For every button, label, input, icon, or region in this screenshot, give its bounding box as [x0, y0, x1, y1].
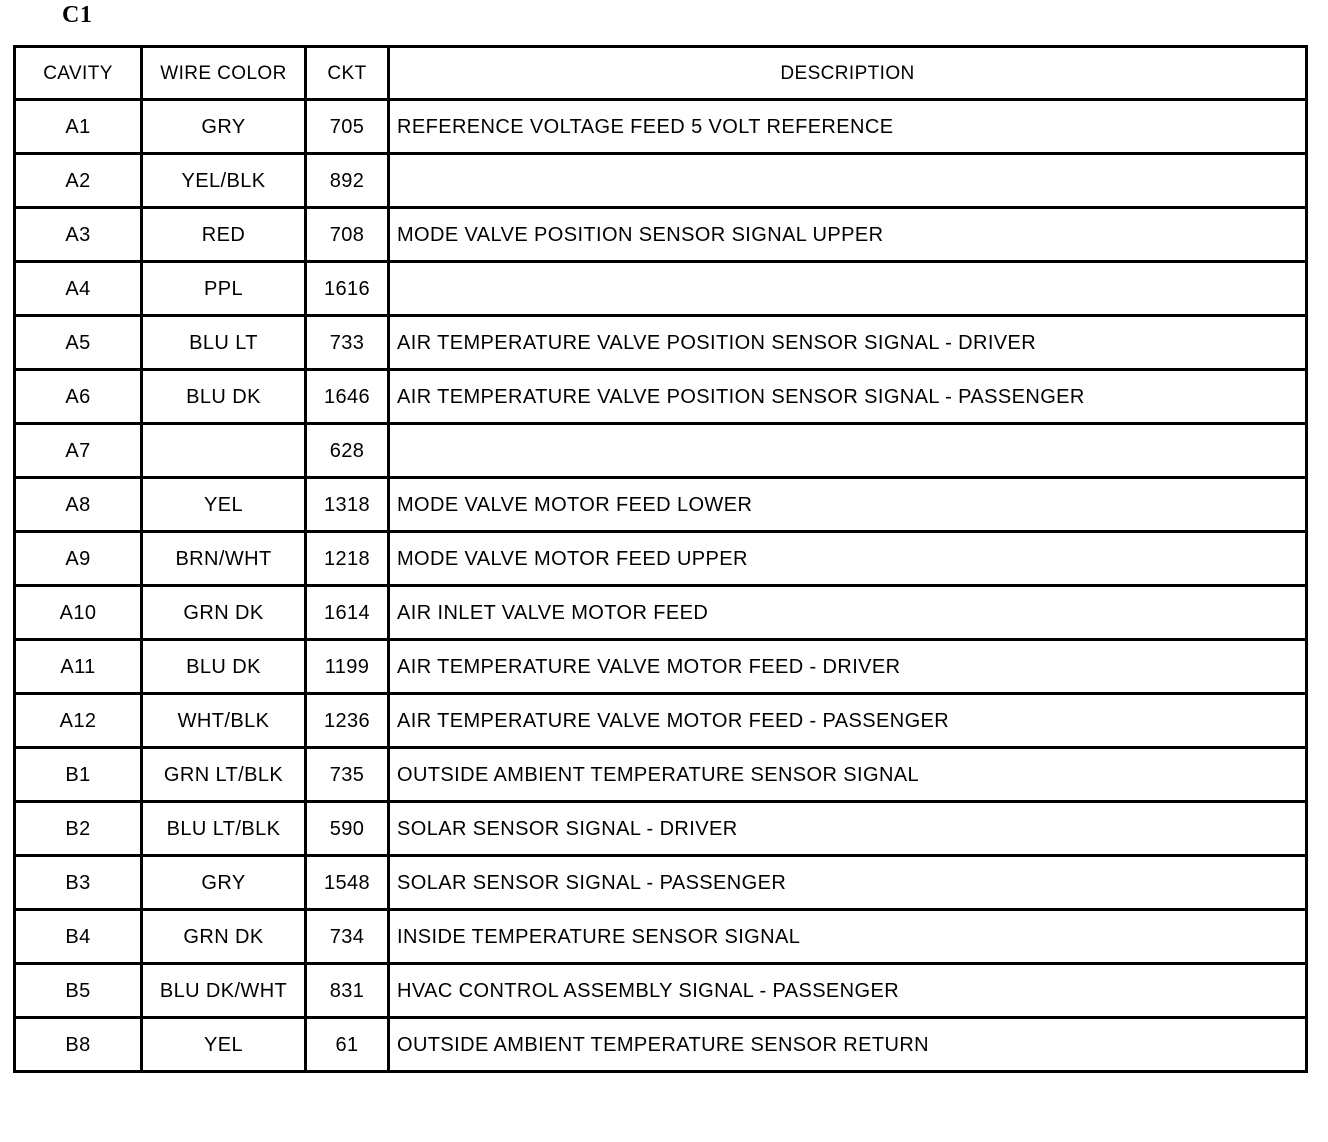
- ckt-cell: 1614: [306, 586, 389, 640]
- table-row: [15, 370, 1307, 424]
- cavity-cell: B1: [15, 748, 142, 802]
- cavity-cell: B2: [15, 802, 142, 856]
- table-row: [15, 802, 1307, 856]
- cavity-cell: A7: [15, 424, 142, 478]
- table-row: [15, 640, 1307, 694]
- header-ckt: CKT: [306, 47, 389, 100]
- description-cell: HVAC CONTROL ASSEMBLY SIGNAL - PASSENGER: [389, 964, 1307, 1018]
- description-cell: AIR TEMPERATURE VALVE POSITION SENSOR SIGNAL - PASSENGER: [389, 370, 1307, 424]
- cavity-cell: B8: [15, 1018, 142, 1072]
- wire-color-cell: GRY: [142, 856, 306, 910]
- table-row: [15, 100, 1307, 154]
- description-cell: MODE VALVE MOTOR FEED UPPER: [389, 532, 1307, 586]
- ckt-cell: 705: [306, 100, 389, 154]
- table-row: [15, 748, 1307, 802]
- wire-color-cell: YEL: [142, 478, 306, 532]
- description-cell: AIR TEMPERATURE VALVE POSITION SENSOR SIGNAL - DRIVER: [389, 316, 1307, 370]
- description-cell: AIR TEMPERATURE VALVE MOTOR FEED - DRIVER: [389, 640, 1307, 694]
- description-cell: MODE VALVE MOTOR FEED LOWER: [389, 478, 1307, 532]
- table-row: [15, 532, 1307, 586]
- wire-color-cell: BLU DK: [142, 640, 306, 694]
- wire-color-cell: [142, 424, 306, 478]
- ckt-cell: 735: [306, 748, 389, 802]
- cavity-cell: A9: [15, 532, 142, 586]
- wire-color-cell: YEL/BLK: [142, 154, 306, 208]
- table-row: [15, 316, 1307, 370]
- cavity-cell: B5: [15, 964, 142, 1018]
- table-row: [15, 424, 1307, 478]
- table-row: [15, 1018, 1307, 1072]
- description-cell: [389, 424, 1307, 478]
- table-row: [15, 208, 1307, 262]
- cavity-cell: A5: [15, 316, 142, 370]
- description-cell: SOLAR SENSOR SIGNAL - PASSENGER: [389, 856, 1307, 910]
- ckt-cell: 1548: [306, 856, 389, 910]
- ckt-cell: 733: [306, 316, 389, 370]
- wire-color-cell: BLU LT: [142, 316, 306, 370]
- table-row: [15, 964, 1307, 1018]
- wire-color-cell: GRN LT/BLK: [142, 748, 306, 802]
- ckt-cell: 892: [306, 154, 389, 208]
- wire-color-cell: RED: [142, 208, 306, 262]
- description-cell: OUTSIDE AMBIENT TEMPERATURE SENSOR SIGNAL: [389, 748, 1307, 802]
- description-cell: REFERENCE VOLTAGE FEED 5 VOLT REFERENCE: [389, 100, 1307, 154]
- cavity-cell: A10: [15, 586, 142, 640]
- ckt-cell: 1218: [306, 532, 389, 586]
- header-cavity: CAVITY: [15, 47, 142, 100]
- description-cell: MODE VALVE POSITION SENSOR SIGNAL UPPER: [389, 208, 1307, 262]
- ckt-cell: 831: [306, 964, 389, 1018]
- wire-color-cell: GRY: [142, 100, 306, 154]
- wire-color-cell: BLU LT/BLK: [142, 802, 306, 856]
- pinout-table: [13, 45, 1308, 1073]
- cavity-cell: A2: [15, 154, 142, 208]
- cavity-cell: A8: [15, 478, 142, 532]
- cavity-cell: A1: [15, 100, 142, 154]
- ckt-cell: 1199: [306, 640, 389, 694]
- cavity-cell: A3: [15, 208, 142, 262]
- cavity-cell: B3: [15, 856, 142, 910]
- wire-color-cell: PPL: [142, 262, 306, 316]
- wire-color-cell: BLU DK/WHT: [142, 964, 306, 1018]
- cavity-cell: A6: [15, 370, 142, 424]
- wire-color-cell: YEL: [142, 1018, 306, 1072]
- description-cell: OUTSIDE AMBIENT TEMPERATURE SENSOR RETURN: [389, 1018, 1307, 1072]
- connector-label: C1: [62, 2, 93, 28]
- ckt-cell: 590: [306, 802, 389, 856]
- table-row: [15, 586, 1307, 640]
- table-row: [15, 694, 1307, 748]
- description-cell: SOLAR SENSOR SIGNAL - DRIVER: [389, 802, 1307, 856]
- description-cell: [389, 154, 1307, 208]
- header-row: [15, 47, 1307, 100]
- header-description: DESCRIPTION: [389, 47, 1307, 100]
- wire-color-cell: WHT/BLK: [142, 694, 306, 748]
- wire-color-cell: GRN DK: [142, 910, 306, 964]
- ckt-cell: 1616: [306, 262, 389, 316]
- ckt-cell: 61: [306, 1018, 389, 1072]
- table-row: [15, 262, 1307, 316]
- wire-color-cell: BLU DK: [142, 370, 306, 424]
- wire-color-cell: BRN/WHT: [142, 532, 306, 586]
- cavity-cell: A4: [15, 262, 142, 316]
- ckt-cell: 628: [306, 424, 389, 478]
- description-cell: INSIDE TEMPERATURE SENSOR SIGNAL: [389, 910, 1307, 964]
- table-row: [15, 910, 1307, 964]
- description-cell: AIR TEMPERATURE VALVE MOTOR FEED - PASSENGER: [389, 694, 1307, 748]
- ckt-cell: 1236: [306, 694, 389, 748]
- wire-color-cell: GRN DK: [142, 586, 306, 640]
- table-row: [15, 154, 1307, 208]
- description-cell: [389, 262, 1307, 316]
- cavity-cell: A12: [15, 694, 142, 748]
- ckt-cell: 1318: [306, 478, 389, 532]
- table-row: [15, 856, 1307, 910]
- header-wire-color: WIRE COLOR: [142, 47, 306, 100]
- ckt-cell: 708: [306, 208, 389, 262]
- ckt-cell: 734: [306, 910, 389, 964]
- cavity-cell: B4: [15, 910, 142, 964]
- cavity-cell: A11: [15, 640, 142, 694]
- table-row: [15, 478, 1307, 532]
- description-cell: AIR INLET VALVE MOTOR FEED: [389, 586, 1307, 640]
- ckt-cell: 1646: [306, 370, 389, 424]
